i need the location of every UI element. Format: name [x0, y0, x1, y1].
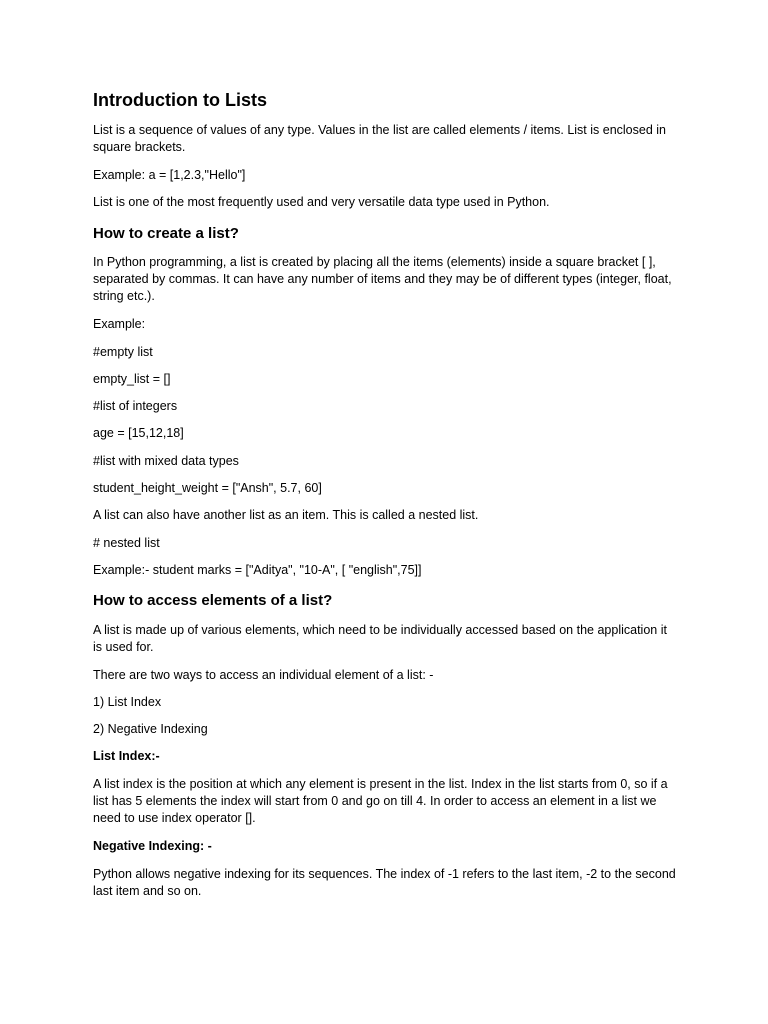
nested-list-text: A list can also have another list as an item. This is called a nested list. [93, 508, 479, 522]
list-index-paragraph: A list index is the position at which any element is present in the list. Index in the list starts from 0, so if a list has 5 elements the index will start from 0 and go on till 4. In order to access an element in a list we need to use index operator []. [93, 777, 668, 825]
page-title: Introduction to Lists [93, 90, 267, 110]
code-line: #empty list [93, 345, 153, 359]
code-line: #list of integers [93, 399, 178, 413]
create-list-paragraph: In Python programming, a list is created by placing all the items (elements) inside a square bracket [ ], separated by commas. It can have any number of items and they may be of different types (integer, float, string etc.). [93, 255, 672, 303]
example-label: Example: [93, 317, 146, 331]
example-line: Example: a = [1,2.3,"Hello"] [93, 168, 246, 182]
code-line: #list with mixed data types [93, 454, 239, 468]
heading-create-list: How to create a list? [93, 225, 239, 242]
access-ways-text: There are two ways to access an individual element of a list: - [93, 668, 434, 682]
list-index-heading: List Index:- [93, 749, 160, 763]
code-line: empty_list = [] [93, 372, 171, 386]
usage-paragraph: List is one of the most frequently used and very versatile data type used in Python. [93, 195, 550, 209]
intro-paragraph: List is a sequence of values of any type. Values in the list are called elements / items. List is enclosed in square brackets. [93, 123, 666, 154]
negative-indexing-heading: Negative Indexing: - [93, 839, 212, 853]
code-line: student_height_weight = ["Ansh", 5.7, 60] [93, 481, 322, 495]
heading-access-elements: How to access elements of a list? [93, 592, 333, 609]
list-item: 1) List Index [93, 695, 162, 709]
nested-list-comment: # nested list [93, 536, 160, 550]
code-line: age = [15,12,18] [93, 426, 184, 440]
negative-indexing-paragraph: Python allows negative indexing for its sequences. The index of -1 refers to the last item, -2 to the second last item and so on. [93, 867, 676, 898]
nested-list-example: Example:- student marks = ["Aditya", "10-A", [ "english",75]] [93, 563, 422, 577]
list-item: 2) Negative Indexing [93, 722, 208, 736]
document-page [93, 0, 683, 1024]
access-paragraph: A list is made up of various elements, which need to be individually accessed based on the application it is used for. [93, 623, 667, 654]
